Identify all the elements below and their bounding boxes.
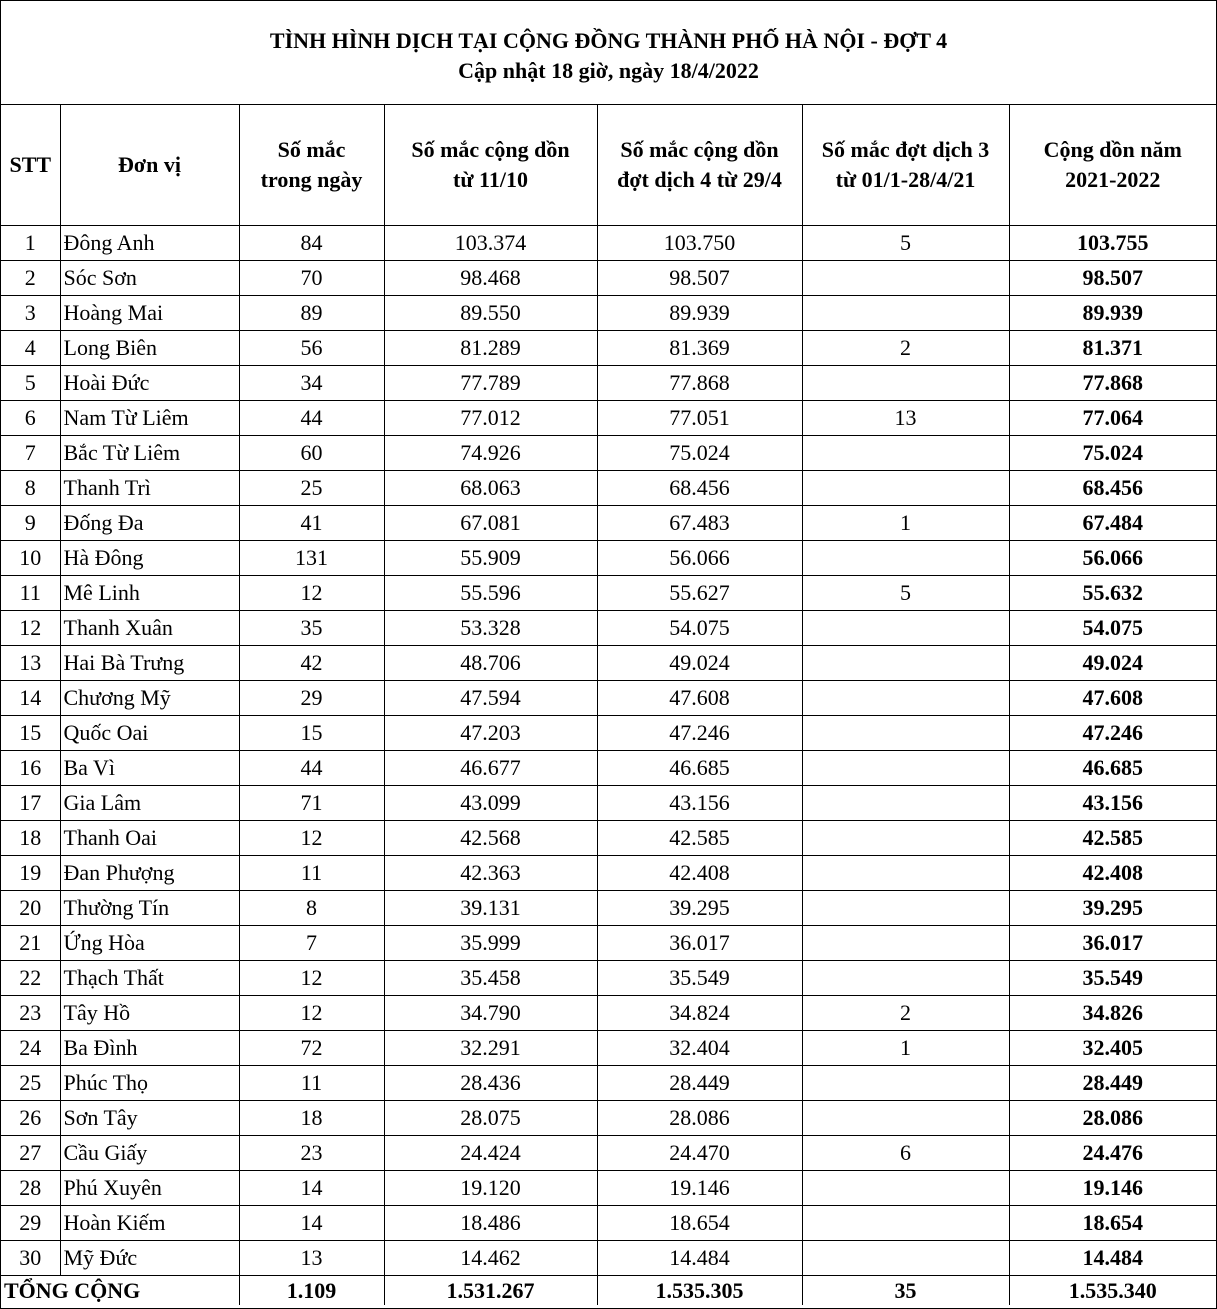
cell-daily: 12 xyxy=(239,961,384,996)
table-row xyxy=(1,1101,1216,1136)
cell-wave3 xyxy=(802,366,1009,401)
cell-total: 89.939 xyxy=(1009,296,1216,331)
cell-cumulative-1110: 98.468 xyxy=(384,261,597,296)
cell-unit: Thanh Oai xyxy=(60,821,239,856)
table-row xyxy=(1,996,1216,1031)
cell-stt: 24 xyxy=(1,1031,60,1066)
cell-unit: Hoài Đức xyxy=(60,366,239,401)
col-header-total-2021-2022: Cộng dồn năm 2021-2022 xyxy=(1009,105,1216,226)
cell-wave3 xyxy=(802,1066,1009,1101)
cell-cumulative-1110: 55.596 xyxy=(384,576,597,611)
cell-cumulative-1110: 46.677 xyxy=(384,751,597,786)
cell-daily: 84 xyxy=(239,226,384,261)
cell-wave3: 6 xyxy=(802,1136,1009,1171)
cell-stt: 11 xyxy=(1,576,60,611)
cell-unit: Long Biên xyxy=(60,331,239,366)
cell-total: 18.654 xyxy=(1009,1206,1216,1241)
report-title: TÌNH HÌNH DỊCH TẠI CỘNG ĐỒNG THÀNH PHỐ HÀ NỘI - ĐỢT 4 xyxy=(269,28,948,53)
col-header-wave3: Số mắc đợt dịch 3 từ 01/1-28/4/21 xyxy=(802,105,1009,226)
cell-total: 49.024 xyxy=(1009,646,1216,681)
cell-unit: Sóc Sơn xyxy=(60,261,239,296)
cell-unit: Hà Đông xyxy=(60,541,239,576)
cell-cumulative-1110: 43.099 xyxy=(384,786,597,821)
cell-wave3: 1 xyxy=(802,506,1009,541)
cell-unit: Ba Vì xyxy=(60,751,239,786)
cell-wave3 xyxy=(802,1171,1009,1206)
cell-stt: 7 xyxy=(1,436,60,471)
cell-daily: 71 xyxy=(239,786,384,821)
cell-cumulative-1110: 48.706 xyxy=(384,646,597,681)
cell-stt: 10 xyxy=(1,541,60,576)
cell-total: 55.632 xyxy=(1009,576,1216,611)
table-row xyxy=(1,296,1216,331)
cell-cumulative-wave4: 34.824 xyxy=(597,996,802,1031)
cell-unit: Gia Lâm xyxy=(60,786,239,821)
cell-stt: 27 xyxy=(1,1136,60,1171)
cell-daily: 41 xyxy=(239,506,384,541)
cell-wave3 xyxy=(802,1101,1009,1136)
cell-wave3 xyxy=(802,821,1009,856)
cell-cumulative-wave4: 14.484 xyxy=(597,1241,802,1276)
cell-total: 81.371 xyxy=(1009,331,1216,366)
cell-wave3 xyxy=(802,261,1009,296)
cell-cumulative-1110: 24.424 xyxy=(384,1136,597,1171)
cell-cumulative-wave4: 75.024 xyxy=(597,436,802,471)
cell-stt: 5 xyxy=(1,366,60,401)
cell-unit: Hoàng Mai xyxy=(60,296,239,331)
cell-cumulative-1110: 39.131 xyxy=(384,891,597,926)
cell-cumulative-1110: 14.462 xyxy=(384,1241,597,1276)
cell-stt: 3 xyxy=(1,296,60,331)
cell-total: 56.066 xyxy=(1009,541,1216,576)
table-row xyxy=(1,821,1216,856)
cell-cumulative-1110: 77.012 xyxy=(384,401,597,436)
cell-daily: 25 xyxy=(239,471,384,506)
cell-total: 14.484 xyxy=(1009,1241,1216,1276)
cell-unit: Đống Đa xyxy=(60,506,239,541)
cell-stt: 22 xyxy=(1,961,60,996)
cell-total: 54.075 xyxy=(1009,611,1216,646)
cell-cumulative-1110: 89.550 xyxy=(384,296,597,331)
cell-unit: Ứng Hòa xyxy=(60,926,239,961)
table-row xyxy=(1,1066,1216,1101)
cell-unit: Hoàn Kiếm xyxy=(60,1206,239,1241)
cell-wave3 xyxy=(802,436,1009,471)
cell-unit: Ba Đình xyxy=(60,1031,239,1066)
cell-total: 34.826 xyxy=(1009,996,1216,1031)
cell-cumulative-wave4: 49.024 xyxy=(597,646,802,681)
cell-unit: Sơn Tây xyxy=(60,1101,239,1136)
cell-stt: 26 xyxy=(1,1101,60,1136)
cell-daily: 44 xyxy=(239,401,384,436)
cell-wave3 xyxy=(802,541,1009,576)
cell-cumulative-wave4: 46.685 xyxy=(597,751,802,786)
total-label: TỔNG CỘNG xyxy=(1,1276,239,1306)
cell-cumulative-1110: 32.291 xyxy=(384,1031,597,1066)
cell-total: 77.868 xyxy=(1009,366,1216,401)
cell-cumulative-1110: 47.203 xyxy=(384,716,597,751)
cell-cumulative-1110: 53.328 xyxy=(384,611,597,646)
cell-total: 103.755 xyxy=(1009,226,1216,261)
cell-total: 47.246 xyxy=(1009,716,1216,751)
cases-table xyxy=(1,105,1216,1305)
cell-daily: 131 xyxy=(239,541,384,576)
cell-daily: 60 xyxy=(239,436,384,471)
cell-daily: 56 xyxy=(239,331,384,366)
cell-cumulative-1110: 103.374 xyxy=(384,226,597,261)
cell-wave3: 2 xyxy=(802,331,1009,366)
cell-stt: 6 xyxy=(1,401,60,436)
cell-cumulative-1110: 42.363 xyxy=(384,856,597,891)
cell-unit: Quốc Oai xyxy=(60,716,239,751)
cell-cumulative-wave4: 42.408 xyxy=(597,856,802,891)
total-wave3: 35 xyxy=(802,1276,1009,1306)
cell-total: 36.017 xyxy=(1009,926,1216,961)
cell-daily: 44 xyxy=(239,751,384,786)
table-row xyxy=(1,856,1216,891)
cell-stt: 28 xyxy=(1,1171,60,1206)
table-row xyxy=(1,576,1216,611)
cell-cumulative-wave4: 36.017 xyxy=(597,926,802,961)
cell-total: 35.549 xyxy=(1009,961,1216,996)
cell-cumulative-1110: 68.063 xyxy=(384,471,597,506)
cell-stt: 20 xyxy=(1,891,60,926)
cell-cumulative-wave4: 18.654 xyxy=(597,1206,802,1241)
cell-unit: Mê Linh xyxy=(60,576,239,611)
cell-stt: 21 xyxy=(1,926,60,961)
cell-wave3: 13 xyxy=(802,401,1009,436)
cell-unit: Phú Xuyên xyxy=(60,1171,239,1206)
cell-cumulative-wave4: 54.075 xyxy=(597,611,802,646)
table-row xyxy=(1,681,1216,716)
cell-cumulative-1110: 77.789 xyxy=(384,366,597,401)
table-row xyxy=(1,716,1216,751)
cell-stt: 2 xyxy=(1,261,60,296)
col-header-stt: STT xyxy=(1,105,60,226)
cell-unit: Thạch Thất xyxy=(60,961,239,996)
cell-cumulative-wave4: 39.295 xyxy=(597,891,802,926)
cell-unit: Mỹ Đức xyxy=(60,1241,239,1276)
table-row xyxy=(1,366,1216,401)
cell-wave3 xyxy=(802,646,1009,681)
report-header xyxy=(1,1,1216,105)
cell-total: 98.507 xyxy=(1009,261,1216,296)
cell-wave3: 1 xyxy=(802,1031,1009,1066)
cell-wave3 xyxy=(802,891,1009,926)
cell-unit: Phúc Thọ xyxy=(60,1066,239,1101)
cell-daily: 89 xyxy=(239,296,384,331)
cell-stt: 12 xyxy=(1,611,60,646)
cell-total: 24.476 xyxy=(1009,1136,1216,1171)
table-row xyxy=(1,541,1216,576)
cell-wave3: 5 xyxy=(802,226,1009,261)
cell-cumulative-1110: 19.120 xyxy=(384,1171,597,1206)
table-row xyxy=(1,961,1216,996)
cell-cumulative-wave4: 24.470 xyxy=(597,1136,802,1171)
cell-daily: 14 xyxy=(239,1171,384,1206)
cell-cumulative-wave4: 32.404 xyxy=(597,1031,802,1066)
cell-cumulative-wave4: 28.449 xyxy=(597,1066,802,1101)
cell-wave3: 2 xyxy=(802,996,1009,1031)
cell-total: 46.685 xyxy=(1009,751,1216,786)
cell-daily: 11 xyxy=(239,856,384,891)
cell-cumulative-1110: 28.436 xyxy=(384,1066,597,1101)
cell-total: 42.585 xyxy=(1009,821,1216,856)
cell-cumulative-wave4: 68.456 xyxy=(597,471,802,506)
table-row xyxy=(1,926,1216,961)
cell-cumulative-wave4: 47.608 xyxy=(597,681,802,716)
cell-unit: Tây Hồ xyxy=(60,996,239,1031)
col-header-unit: Đơn vị xyxy=(60,105,239,226)
cell-wave3 xyxy=(802,856,1009,891)
cell-cumulative-1110: 35.999 xyxy=(384,926,597,961)
cell-stt: 1 xyxy=(1,226,60,261)
cell-cumulative-1110: 35.458 xyxy=(384,961,597,996)
cell-wave3 xyxy=(802,1206,1009,1241)
cell-unit: Đan Phượng xyxy=(60,856,239,891)
cell-stt: 9 xyxy=(1,506,60,541)
cell-cumulative-wave4: 98.507 xyxy=(597,261,802,296)
cell-total: 43.156 xyxy=(1009,786,1216,821)
cell-cumulative-wave4: 43.156 xyxy=(597,786,802,821)
cell-total: 68.456 xyxy=(1009,471,1216,506)
cell-unit: Hai Bà Trưng xyxy=(60,646,239,681)
cell-stt: 17 xyxy=(1,786,60,821)
cell-total: 39.295 xyxy=(1009,891,1216,926)
report-subtitle: Cập nhật 18 giờ, ngày 18/4/2022 xyxy=(458,58,759,83)
table-row xyxy=(1,1031,1216,1066)
cell-unit: Thanh Trì xyxy=(60,471,239,506)
table-row xyxy=(1,891,1216,926)
cell-cumulative-wave4: 77.051 xyxy=(597,401,802,436)
table-row xyxy=(1,786,1216,821)
cell-daily: 13 xyxy=(239,1241,384,1276)
cell-stt: 4 xyxy=(1,331,60,366)
cell-stt: 25 xyxy=(1,1066,60,1101)
cell-total: 19.146 xyxy=(1009,1171,1216,1206)
cell-total: 32.405 xyxy=(1009,1031,1216,1066)
cell-daily: 18 xyxy=(239,1101,384,1136)
table-row xyxy=(1,261,1216,296)
total-daily: 1.109 xyxy=(239,1276,384,1306)
cell-daily: 70 xyxy=(239,261,384,296)
cell-daily: 7 xyxy=(239,926,384,961)
cell-wave3 xyxy=(802,681,1009,716)
table-row xyxy=(1,1136,1216,1171)
cell-total: 28.449 xyxy=(1009,1066,1216,1101)
cell-daily: 11 xyxy=(239,1066,384,1101)
cell-daily: 42 xyxy=(239,646,384,681)
table-row xyxy=(1,331,1216,366)
total-grand: 1.535.340 xyxy=(1009,1276,1216,1306)
cell-total: 42.408 xyxy=(1009,856,1216,891)
cell-stt: 15 xyxy=(1,716,60,751)
cell-unit: Cầu Giấy xyxy=(60,1136,239,1171)
cell-cumulative-1110: 34.790 xyxy=(384,996,597,1031)
cell-stt: 14 xyxy=(1,681,60,716)
cell-stt: 18 xyxy=(1,821,60,856)
table-row xyxy=(1,506,1216,541)
cell-unit: Thường Tín xyxy=(60,891,239,926)
cell-daily: 8 xyxy=(239,891,384,926)
cell-cumulative-1110: 67.081 xyxy=(384,506,597,541)
cell-cumulative-wave4: 81.369 xyxy=(597,331,802,366)
cell-unit: Đông Anh xyxy=(60,226,239,261)
table-row xyxy=(1,401,1216,436)
cell-cumulative-1110: 81.289 xyxy=(384,331,597,366)
cell-cumulative-wave4: 56.066 xyxy=(597,541,802,576)
cell-daily: 12 xyxy=(239,821,384,856)
cell-cumulative-1110: 28.075 xyxy=(384,1101,597,1136)
cell-cumulative-1110: 47.594 xyxy=(384,681,597,716)
cell-unit: Thanh Xuân xyxy=(60,611,239,646)
cell-stt: 30 xyxy=(1,1241,60,1276)
cell-daily: 23 xyxy=(239,1136,384,1171)
table-row xyxy=(1,1241,1216,1276)
table-row xyxy=(1,1171,1216,1206)
cell-cumulative-wave4: 47.246 xyxy=(597,716,802,751)
cell-stt: 16 xyxy=(1,751,60,786)
cell-daily: 15 xyxy=(239,716,384,751)
total-cumulative-wave4: 1.535.305 xyxy=(597,1276,802,1306)
cell-stt: 19 xyxy=(1,856,60,891)
cell-stt: 13 xyxy=(1,646,60,681)
cell-daily: 14 xyxy=(239,1206,384,1241)
cell-stt: 29 xyxy=(1,1206,60,1241)
table-row xyxy=(1,436,1216,471)
cell-cumulative-wave4: 77.868 xyxy=(597,366,802,401)
table-row xyxy=(1,751,1216,786)
cell-wave3 xyxy=(802,751,1009,786)
cell-wave3 xyxy=(802,296,1009,331)
table-row xyxy=(1,1206,1216,1241)
cell-cumulative-wave4: 103.750 xyxy=(597,226,802,261)
header-row xyxy=(1,105,1216,226)
cell-daily: 34 xyxy=(239,366,384,401)
cell-cumulative-1110: 42.568 xyxy=(384,821,597,856)
cell-cumulative-1110: 55.909 xyxy=(384,541,597,576)
cell-daily: 29 xyxy=(239,681,384,716)
cell-wave3 xyxy=(802,471,1009,506)
cell-cumulative-wave4: 55.627 xyxy=(597,576,802,611)
col-header-cumulative-wave4: Số mắc cộng dồn đợt dịch 4 từ 29/4 xyxy=(597,105,802,226)
cell-daily: 12 xyxy=(239,996,384,1031)
cell-unit: Bắc Từ Liêm xyxy=(60,436,239,471)
table-row xyxy=(1,646,1216,681)
cell-wave3 xyxy=(802,1241,1009,1276)
col-header-cumulative-1110: Số mắc cộng dồn từ 11/10 xyxy=(384,105,597,226)
table-row xyxy=(1,226,1216,261)
cell-wave3 xyxy=(802,926,1009,961)
cell-unit: Chương Mỹ xyxy=(60,681,239,716)
cell-wave3 xyxy=(802,611,1009,646)
cell-daily: 35 xyxy=(239,611,384,646)
cell-wave3 xyxy=(802,716,1009,751)
table-row xyxy=(1,611,1216,646)
cell-cumulative-wave4: 89.939 xyxy=(597,296,802,331)
cell-stt: 8 xyxy=(1,471,60,506)
cell-total: 77.064 xyxy=(1009,401,1216,436)
cell-daily: 72 xyxy=(239,1031,384,1066)
cell-cumulative-1110: 18.486 xyxy=(384,1206,597,1241)
cell-cumulative-wave4: 35.549 xyxy=(597,961,802,996)
cell-cumulative-wave4: 67.483 xyxy=(597,506,802,541)
col-header-daily: Số mắc trong ngày xyxy=(239,105,384,226)
table-row xyxy=(1,471,1216,506)
cell-stt: 23 xyxy=(1,996,60,1031)
cell-cumulative-1110: 74.926 xyxy=(384,436,597,471)
cell-cumulative-wave4: 42.585 xyxy=(597,821,802,856)
cell-daily: 12 xyxy=(239,576,384,611)
cell-total: 67.484 xyxy=(1009,506,1216,541)
cell-total: 75.024 xyxy=(1009,436,1216,471)
cell-cumulative-wave4: 19.146 xyxy=(597,1171,802,1206)
cell-wave3 xyxy=(802,786,1009,821)
total-cumulative-1110: 1.531.267 xyxy=(384,1276,597,1306)
cell-wave3: 5 xyxy=(802,576,1009,611)
cell-unit: Nam Từ Liêm xyxy=(60,401,239,436)
cell-total: 28.086 xyxy=(1009,1101,1216,1136)
total-row xyxy=(1,1276,1216,1306)
cell-wave3 xyxy=(802,961,1009,996)
cell-total: 47.608 xyxy=(1009,681,1216,716)
cell-cumulative-wave4: 28.086 xyxy=(597,1101,802,1136)
